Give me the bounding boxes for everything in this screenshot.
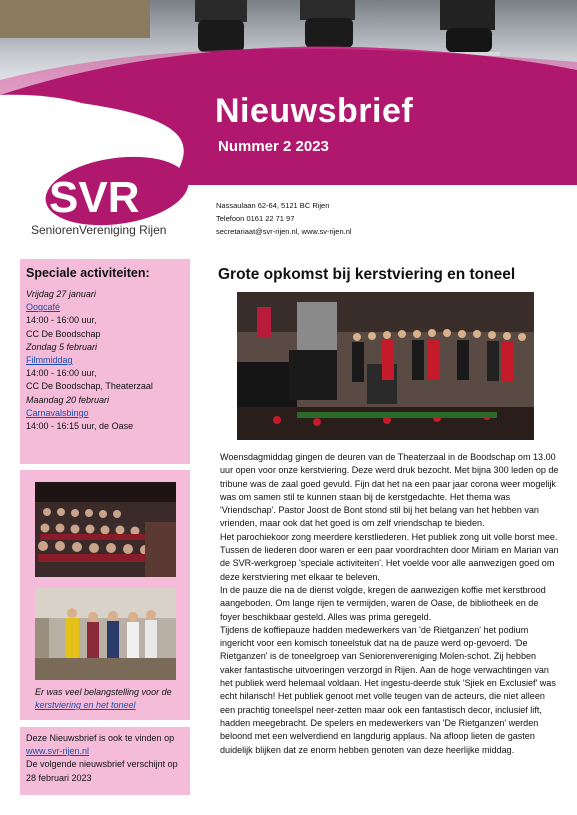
article-headline: Grote opkomst bij kerstviering en toneel <box>218 266 516 283</box>
article-paragraph: Tijdens de koffiepauze hadden medewerkers van 'de Rietganzen' het podium ingericht voor een komisch toneelstuk dat na de pauze werd op-gevoerd. 'De Rietganzen' is de toneelgroep van Seniorenvereniging Molen-schot. Zij hebben vaker fantastische uitvoeringen verzorgd in Rijen. Aan de hoge verwachtingen van het publiek werd helemaal voldaan. Het ingestu-deerde stuk 'Sjiek en Exclusief' was echt hilarisch! Het publiek genoot met volle teugen van de acteurs, die niet alleen een prachtig toneelspel neer-zetten maar ook een fantastisch decor, inclusief lift, hadden meegebracht. De spelers en medewerkers van 'De Rietganzen' werden beloond met een welverdiend en langdurig applaus. Na afloop lieten de gasten duidelijk blijken dat ze enorm hebben genoten van deze heerlijke middag. <box>220 624 556 755</box>
article-paragraph: Het parochiekoor zong meerdere kerstliederen. Het publiek zong uit volle borst mee. Tussen de liederen door waren er een paar voordrachten door Miriam en Marian van de SVR-werkgroep 'speciale activiteiten'. Het voelde voor alle aanwezigen goed om deze kerstviering met elkaar te beleven. <box>220 531 559 582</box>
photo-caption <box>35 686 185 712</box>
footer-info <box>26 732 188 785</box>
footer-line2: De volgende nieuwsbrief verschijnt op 28 februari 2023 <box>26 759 178 783</box>
event-time: 14:00 - 16:00 uur, <box>26 368 97 379</box>
caption-text: Er was veel belangstelling voor de <box>35 687 172 697</box>
contact-info <box>216 199 352 238</box>
event-link-filmmiddag[interactable]: Filmmiddag <box>26 355 73 366</box>
event-date: Zondag 5 februari <box>26 341 98 352</box>
event-time: 14:00 - 16:15 uur, de Oase <box>26 421 134 432</box>
caption-link[interactable]: kerstviering en het toneel <box>35 700 136 710</box>
article-paragraph: Woensdagmiddag gingen de deuren van de Theaterzaal in de Boodschap om 13.00 uur open voor onze kerstviering. Deze werd druk bezocht. Met bijna 300 leden op de tribune was de zaal goed gevuld. Fijn dat het na een paar jaar corona weer mogelijk was om samen stil te kunnen staan bij de kerstgedachte. Het thema was 'Vriendschap'. Pastor Joost de Bont stond stil bij het belang van het hebben van vrienden, maar ook dat het goed is om zelf vriendschap te bieden. <box>220 452 559 529</box>
event-date: Maandag 20 februari <box>26 394 110 405</box>
event-item <box>26 394 188 434</box>
event-item <box>26 288 188 341</box>
event-time: 14:00 - 16:00 uur, <box>26 315 97 326</box>
event-place: CC De Boodschap <box>26 328 101 339</box>
article-paragraph: In de pauze die na de dienst volgde, kregen de aanwezigen koffie met kerstbrood aangeboden. Om lange rijen te vermijden, waren de Oase, de bibliotheek en de foyer beschikbaar gesteld. Alles was prima geregeld. <box>220 584 546 622</box>
contact-email-web: secretariaat@svr-rijen.nl, www.sv-rijen.nl <box>216 227 352 236</box>
issue-number: Nummer 2 2023 <box>218 138 329 155</box>
event-place: CC De Boodschap, Theaterzaal <box>26 381 153 392</box>
audience-photo <box>35 482 176 577</box>
logo-subtitle: SeniorenVereniging Rijen <box>31 223 167 237</box>
footer-line1: Deze Nieuwsbrief is ook te vinden op <box>26 733 175 743</box>
event-link-oogcafe[interactable]: Oogcafé <box>26 302 61 313</box>
choir-photo <box>237 292 534 440</box>
newsletter-title: Nieuwsbrief <box>215 92 414 130</box>
theatre-photo <box>35 588 176 680</box>
event-date: Vrijdag 27 januari <box>26 289 96 299</box>
contact-phone: Telefoon 0161 22 71 97 <box>216 214 295 223</box>
event-item <box>26 341 188 394</box>
logo-text: SVR <box>49 173 140 222</box>
activities-title: Speciale activiteiten: <box>26 266 150 280</box>
footer-website-link[interactable]: www.svr-rijen.nl <box>26 746 90 757</box>
article-body <box>220 451 560 757</box>
contact-address: Nassaulaan 62-64, 5121 BC Rijen <box>216 201 330 210</box>
event-link-carnavalsbingo[interactable]: Carnavalsbingo <box>26 407 89 418</box>
activities-list <box>26 288 188 433</box>
